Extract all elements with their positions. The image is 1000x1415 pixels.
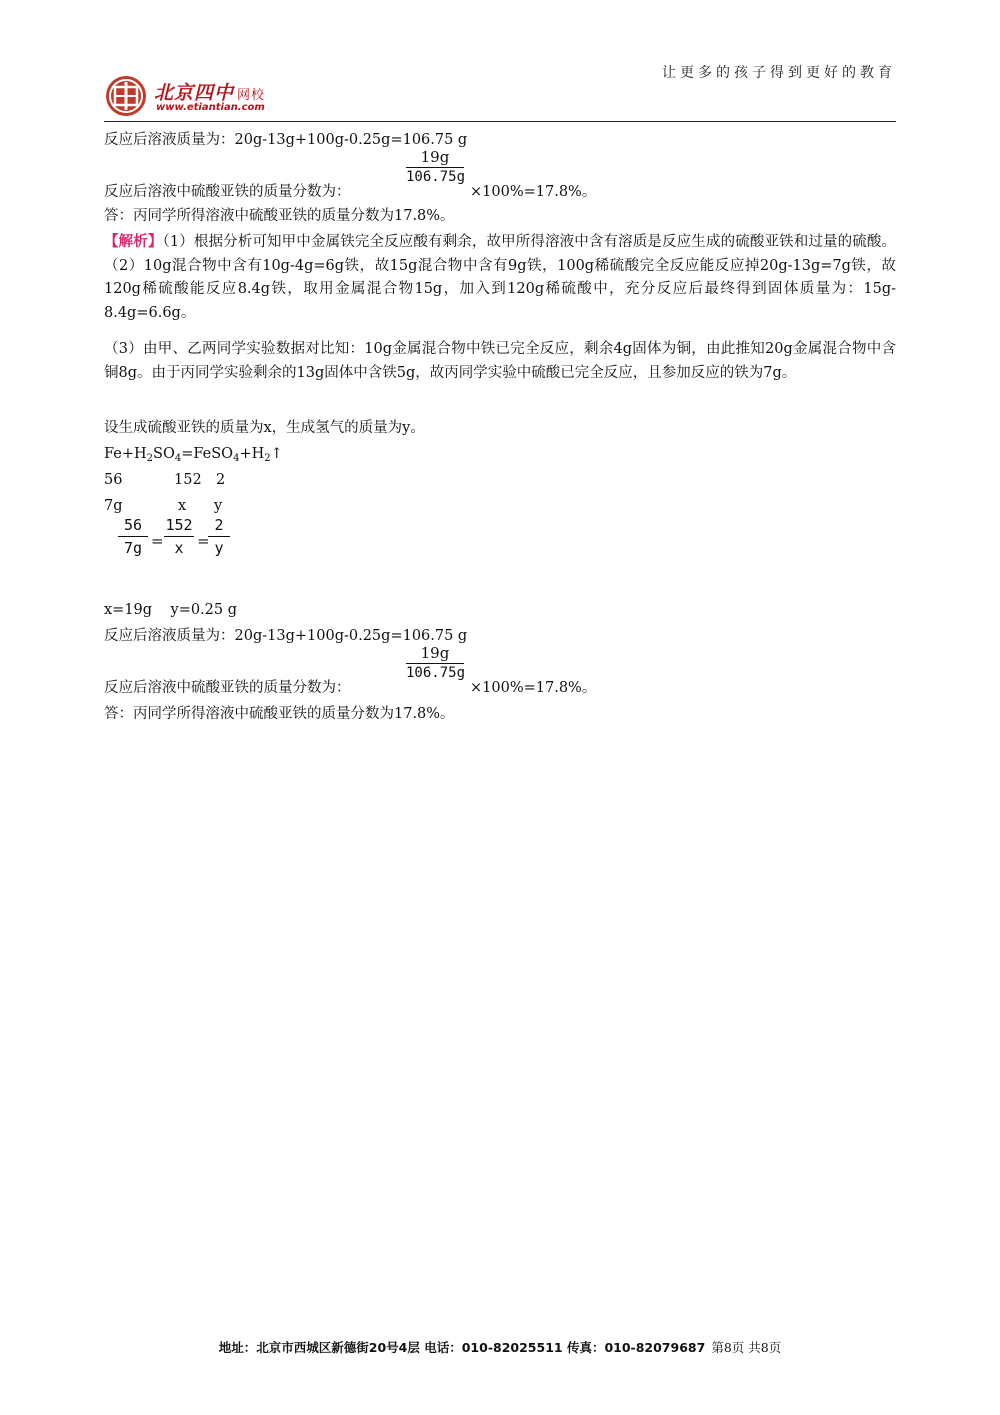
top-fraction-numerator: 19g — [420, 148, 450, 166]
given-fe: 7g — [104, 498, 123, 514]
molar-mass-h2: 2 — [216, 472, 226, 488]
analysis-mass-line: 反应后溶液质量为：20g-13g+100g-0.25g=106.75 g — [104, 628, 468, 644]
top-fraction — [406, 148, 464, 185]
analysis-tag: 【解析】 — [104, 233, 163, 250]
footer-page-number: 第8页 共8页 — [711, 1340, 782, 1355]
equals-sign: = — [197, 532, 210, 550]
chemical-equation: $Fe+H_2SO_4=FeSO_4+H_2↑$ — [104, 446, 283, 464]
school-logo — [104, 74, 304, 118]
unknown-x: x — [178, 498, 187, 514]
page-footer — [0, 1338, 1000, 1356]
logo-name: 北京四中 — [154, 82, 235, 104]
top-fraction-denominator: 106.75g — [406, 169, 466, 185]
molar-mass-feso4: 152 — [174, 472, 202, 488]
analysis-text-1: （1）根据分析可知甲中金属铁完全反应酸有剩余，故甲所得溶液中含有溶质是反应生成的硫酸亚铁和过量的硫酸。（2）10g混合物中含有10g-4g=6g铁，故15g混合物中含有9g铁，100g稀硫酸完全反应能反应掉20g-13g=7g铁，故120g稀硫酸能反应8.4g铁，取用金属混合物15g，加入到120g稀硫酸中，充分反应后最终得到固体质量为：15g-8.4g=6.6g。 — [104, 234, 896, 321]
proportion-equation — [118, 516, 238, 574]
analysis-fraction-numerator: 19g — [420, 644, 450, 662]
analysis-setup: 设生成硫酸亚铁的质量为x，生成氢气的质量为y。 — [104, 420, 425, 436]
top-percent-suffix: ×100%=17.8%。 — [470, 184, 597, 200]
logo-url: www.etiantian.com — [156, 102, 265, 113]
proportion-fraction-3: 2 y — [208, 516, 230, 557]
unknown-y: y — [214, 498, 223, 514]
analysis-answer: 答：丙同学所得溶液中硫酸亚铁的质量分数为17.8%。 — [104, 706, 455, 722]
analysis-percent-prefix: 反应后溶液中硫酸亚铁的质量分数为： — [104, 680, 351, 696]
analysis-fraction — [406, 644, 464, 681]
proportion-fraction-2: 152 x — [165, 516, 193, 557]
equals-sign: = — [151, 532, 164, 550]
analysis-result: x=19g y=0.25 g — [104, 602, 238, 618]
header-divider — [104, 121, 896, 122]
top-mass-line: 反应后溶液质量为：20g-13g+100g-0.25g=106.75 g — [104, 132, 468, 148]
analysis-percent-suffix: ×100%=17.8%。 — [470, 680, 597, 696]
top-answer: 答：丙同学所得溶液中硫酸亚铁的质量分数为17.8%。 — [104, 208, 455, 224]
analysis-fraction-denominator: 106.75g — [406, 665, 466, 681]
analysis-paragraph-1 — [104, 230, 896, 325]
proportion-fraction-1: 56 7g — [118, 516, 148, 557]
top-percent-prefix: 反应后溶液中硫酸亚铁的质量分数为： — [104, 184, 351, 200]
logo-emblem-icon — [104, 74, 148, 118]
analysis-paragraph-2: （3）由甲、乙两同学实验数据对比知：10g金属混合物中铁已完全反应，剩余4g固体为铜，由此推知20g金属混合物中含铜8g。由于丙同学实验剩余的13g固体中含铁5g，故丙同学实验中硫酸已完全反应，且参加反应的铁为7g。 — [104, 341, 896, 381]
footer-address: 地址：北京市西城区新德街20号4层 电话：010-82025511 传真：010-82079687 — [218, 1340, 706, 1355]
molar-mass-fe: 56 — [104, 472, 123, 488]
header-slogan: 让更多的孩子得到更好的教育 — [662, 65, 896, 81]
logo-sub: 网校 — [237, 88, 266, 103]
